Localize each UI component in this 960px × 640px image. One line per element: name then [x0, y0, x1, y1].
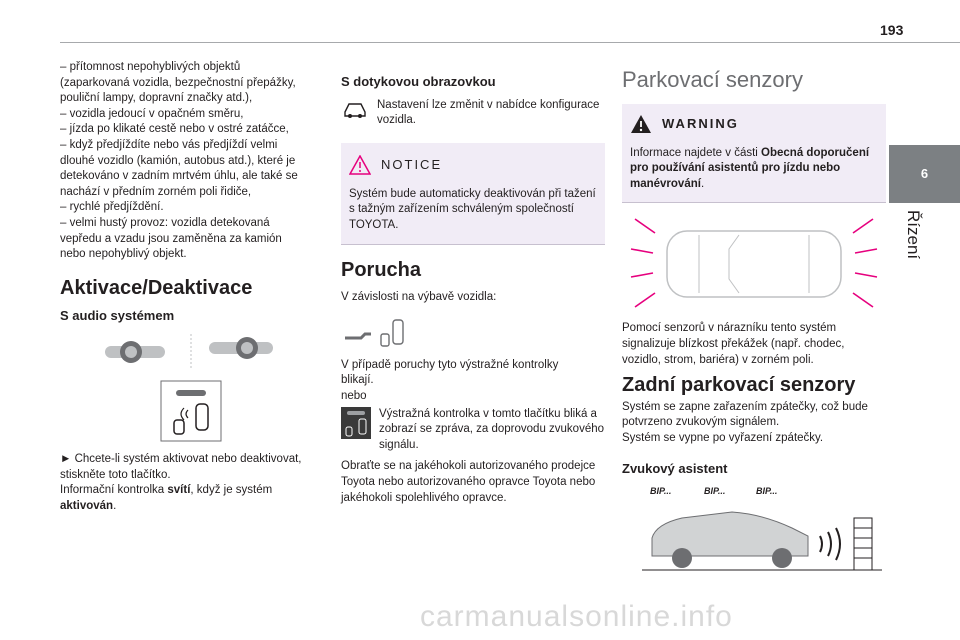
info-bold: aktivován: [60, 499, 114, 512]
steering-wheel-controls-icon: [101, 332, 281, 372]
page-number: 193: [880, 22, 904, 38]
sensors-text: Pomocí senzorů v nárazníku tento systém signalizuje blízkost překážek (např. chodec, vozidlo, strom, bariéra) v zorném poli.: [622, 322, 845, 366]
watermark: carmanualsonline.info: [420, 600, 733, 633]
info-text-end: [60, 499, 322, 515]
touchscreen-row: [341, 98, 605, 129]
warning-text: [630, 146, 878, 193]
instruction-line: stiskněte toto tlačítko.: [60, 468, 171, 481]
car-settings-icon: [341, 98, 369, 120]
notice-text: Systém bude automaticky deaktivován při tažení s tažným zařízením schváleným společností TOYOTA.: [349, 187, 596, 231]
warning-title: WARNING: [662, 115, 739, 131]
chapter-tab[interactable]: 6: [889, 145, 960, 203]
warning-triangle-icon: [630, 114, 652, 134]
bip-label: BIP...: [650, 486, 672, 497]
text-line: – jízda po klikaté cestě nebo v ostré zatáčce,: [60, 123, 289, 136]
notice-box: [341, 143, 605, 245]
sound-assistant-diagram: [642, 484, 882, 574]
chapter-label: Řízení: [904, 210, 923, 260]
info-suffix: .: [113, 499, 117, 512]
info-mid: , když je systém: [190, 484, 273, 497]
warning-suffix: .: [700, 177, 705, 190]
subheading-touchscreen: S dotykovou obrazovkou: [341, 74, 496, 89]
text-line: (zaparkovaná vozidla, bezpečnostní přepážky,: [60, 76, 296, 89]
notice-header: [349, 155, 597, 175]
fault-line: V případě poruchy tyto výstražné kontrolky: [341, 358, 559, 371]
warning-bold: Obecná doporučení pro používání asistentů pro jízdu nebo manévrování: [630, 146, 870, 190]
text-line: – vozidla jedoucí v opačném směru,: [60, 107, 244, 120]
rear-text: Systém se zapne zařazením zpátečky, což bude potvrzeno zvukovým signálem.: [622, 400, 868, 429]
section-heading-parking: Parkovací senzory: [622, 67, 803, 92]
section-heading-activation: Aktivace/Deaktivace: [60, 276, 253, 299]
blind-spot-button-icon: [341, 407, 371, 439]
text-line: pouliční lampy, dopravní značky atd.),: [60, 92, 253, 105]
fault-line: blikají.: [341, 374, 374, 387]
info-text: [60, 483, 322, 499]
warning-prefix: Informace najdete v části: [630, 146, 762, 159]
column-1: [60, 60, 322, 514]
instruction-line: ► Chcete-li systém aktivovat nebo deaktivovat,: [60, 452, 302, 465]
text-line: detekováno v zadním mrtvém úhlu, ale také se: [60, 170, 298, 183]
notice-title: NOTICE: [381, 156, 443, 172]
section-heading-rear-sensors: Zadní parkovací senzory: [622, 374, 856, 397]
text-line: dlouhé vozidlo (kamión, autobus atd.), které je: [60, 154, 296, 167]
bip-label: BIP...: [704, 486, 726, 497]
or-word: nebo: [341, 389, 367, 402]
touchscreen-text: Nastavení lze změnit v nabídce konfigurace vozidla.: [377, 98, 600, 127]
warning-box: [622, 104, 886, 204]
column-3: [622, 60, 886, 574]
header-divider: [60, 42, 960, 43]
blind-spot-button-icon[interactable]: [160, 380, 222, 442]
text-line: – velmi hustý provoz: vozidla detekovaná: [60, 216, 270, 229]
contact-text: Obraťte se na jakéhokoli autorizovaného prodejce Toyota nebo autorizovaného opravce Toyota nebo jakéhokoli spolehlivého opravce.: [341, 460, 596, 504]
notice-triangle-icon: [349, 155, 371, 175]
fault-warning-lamps-icon: [341, 316, 411, 350]
button-warning-text: Výstražná kontrolka v tomto tlačítku bliká a zobrazí se zpráva, za doprovodu zvukového signálu.: [379, 407, 605, 451]
text-line: – přítomnost nepohyblivých objektů: [60, 61, 241, 73]
car-reversing-icon: [642, 498, 882, 574]
text-line: vepředu a vzadu jsou zaměněna za kamión: [60, 232, 282, 245]
parking-sensors-diagram: [629, 213, 879, 313]
info-prefix: Informační kontrolka: [60, 484, 168, 497]
column-2: [341, 60, 605, 506]
fault-intro: V závislosti na výbavě vozidla:: [341, 291, 497, 304]
rear-text: Systém se vypne po vyřazení zpátečky.: [622, 431, 824, 444]
section-heading-fault: Porucha: [341, 258, 422, 281]
text-line: nachází v předním zorném poli řidiče,: [60, 185, 252, 198]
text-line: nebo nepohyblivý objekt.: [60, 248, 187, 261]
bip-label: BIP...: [756, 486, 778, 497]
warning-header: [630, 114, 878, 134]
button-warning-row: [341, 407, 605, 454]
info-bold: svítí: [167, 484, 191, 497]
subheading-sound-assistant: Zvukový asistent: [622, 460, 728, 476]
subheading-audio: S audio systémem: [60, 308, 175, 324]
text-line: – když předjíždíte nebo vás předjíždí velmi: [60, 138, 278, 151]
text-line: – rychlé předjíždění.: [60, 201, 164, 214]
